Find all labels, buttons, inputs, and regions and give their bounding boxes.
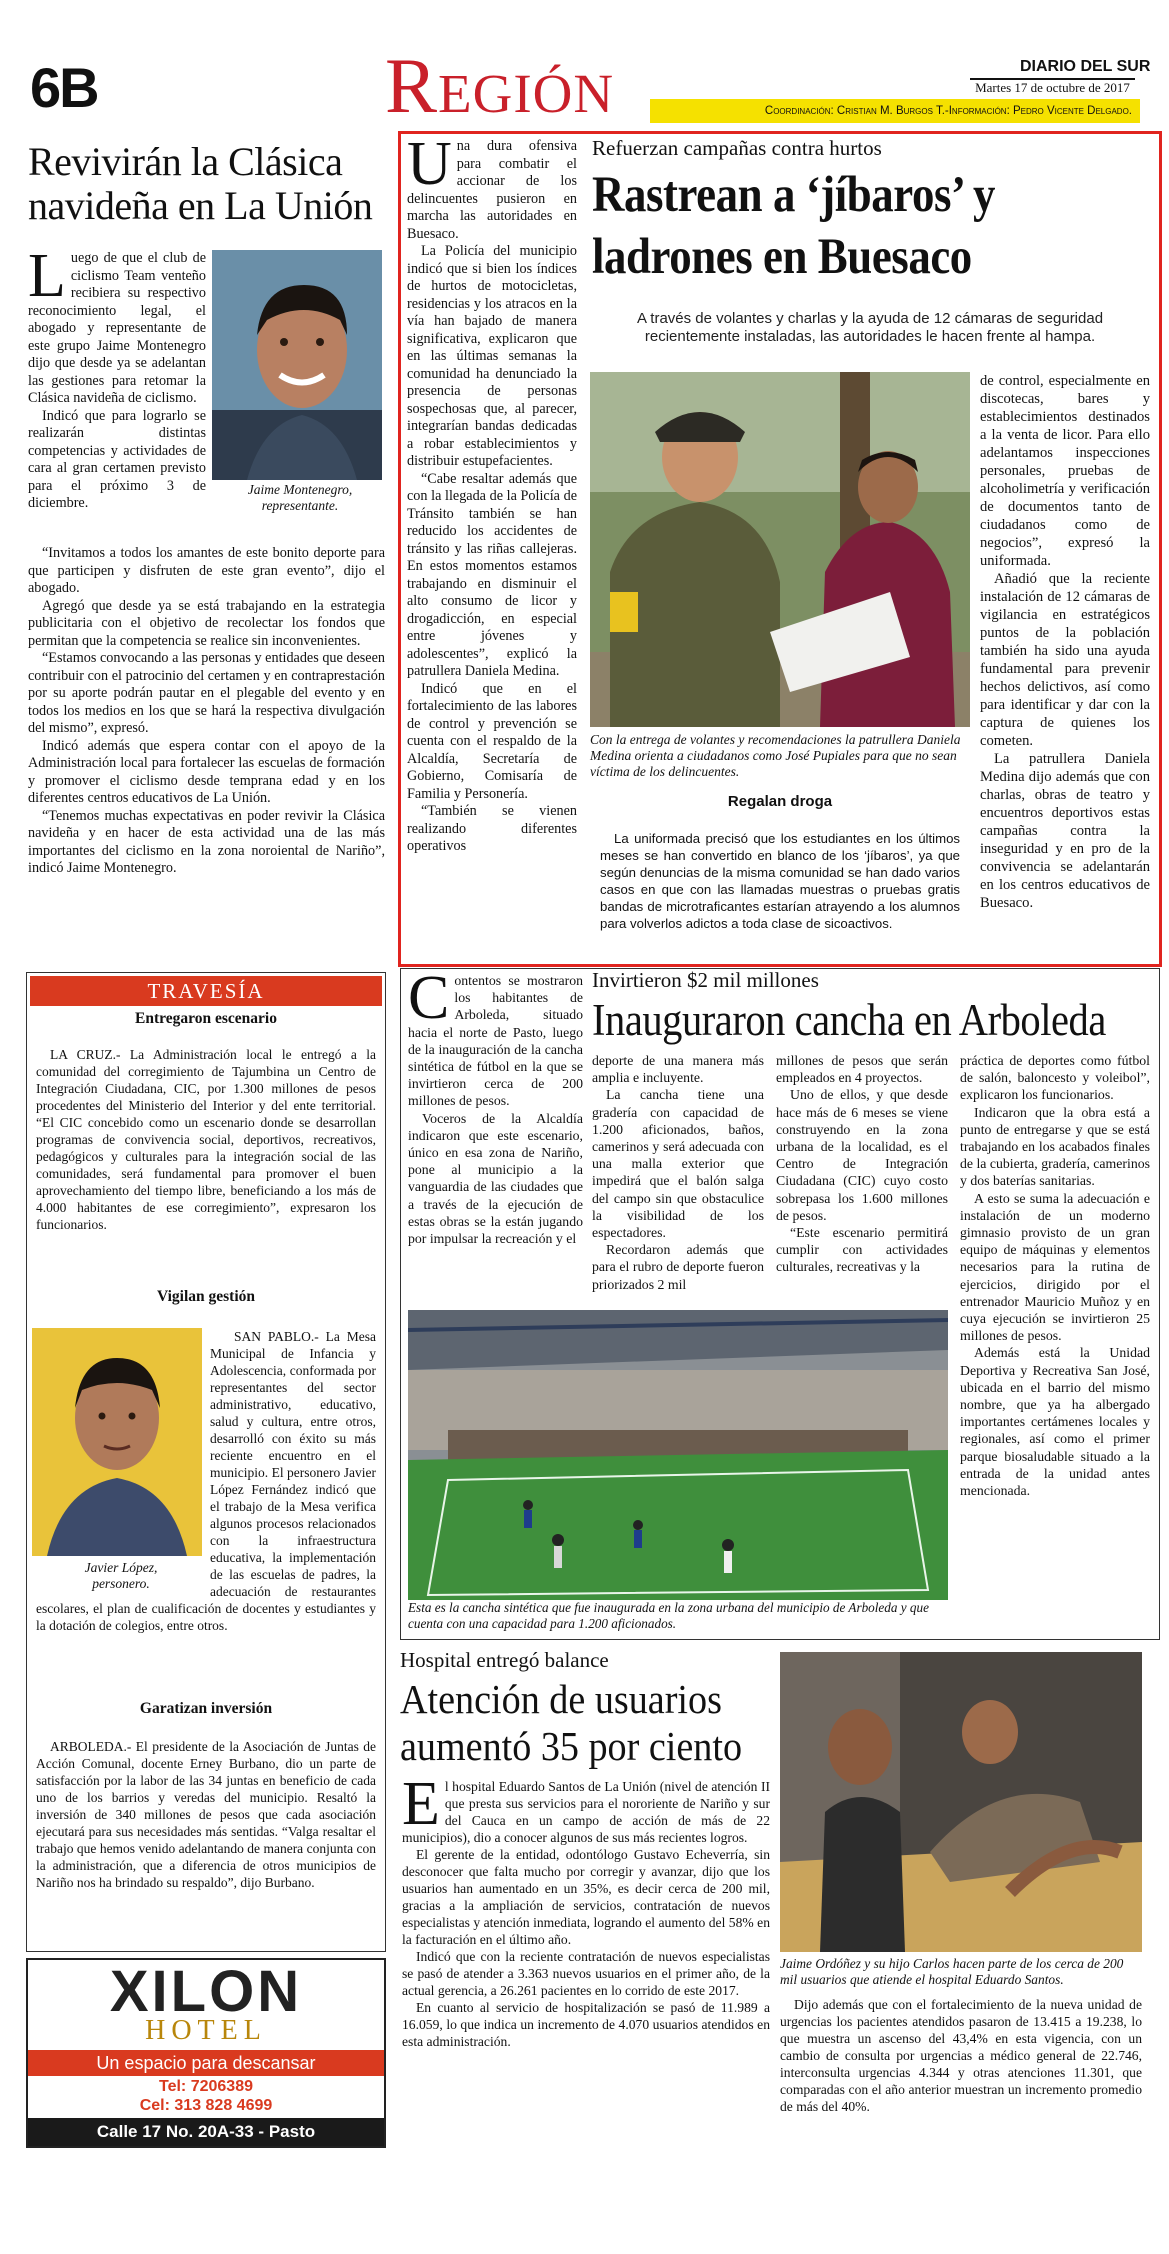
hospital-caption: Jaime Ordóñez y su hijo Carlos hacen parte de los cerca de 200 mil usuarios que atiende el hospital Eduardo Santos. — [780, 1956, 1124, 1987]
cancha-c4p3: A esto se suma la adecuación e instalación de un moderno gimnasio provisto de un gran equipo de máquinas y elementos necesarios para la rutina de ejercicios, dirigido por el entrenador Mauricio Muñoz y en cuya ejecución se invirtieron 25 millones de pesos. — [960, 1190, 1150, 1344]
police-image — [590, 372, 970, 727]
xilon-tagline: Un espacio para descansar — [96, 2053, 316, 2073]
xilon-address: Calle 17 No. 20A-33 - Pasto — [96, 2122, 316, 2141]
cancha-photo — [408, 1310, 948, 1600]
xilon-address-bar — [28, 2118, 384, 2146]
hospital-body-left — [402, 1770, 770, 2050]
jibaros-col1 — [407, 138, 577, 958]
montenegro-caption: Jaime Montenegro, representante. — [247, 482, 353, 513]
cancha-kicker: Invirtieron $2 mil millones — [592, 968, 819, 992]
xilon-hotel: HOTEL — [145, 2015, 267, 2046]
jibaros-headline: Rastrean a ‘jíbaros’ y ladrones en Buesaco — [592, 167, 995, 285]
jibaros-c1p1: La Policía del municipio indicó que si bien los índices de hurtos de motocicletas, residencias y los atracos en la vía han bajado de manera significativa, explicaron que en las últimas semanas la comunidad ha denunciado la presencia de personas sospechosas que, al parecer, integrarían bandas dedicadas a robar establecimientos y distribuir estupefacientes. — [407, 243, 577, 469]
cancha-col3 — [776, 1052, 948, 1310]
cancha-dropcap: C — [408, 972, 450, 1032]
hospital-kicker: Hospital entregó balance — [400, 1648, 609, 1672]
hospital-body-right — [780, 1996, 1142, 2115]
travesia-s3-title: Garatizan inversión — [139, 1700, 273, 1717]
cancha-c4: práctica de deportes como fútbol de salón, baloncesto y voleibol”, explicaron los funcionarios. — [960, 1053, 1150, 1103]
box-text — [600, 830, 960, 932]
box-title: Regalan droga — [727, 793, 833, 810]
montenegro-photo — [212, 250, 382, 480]
cancha-c2p2: La cancha tiene una gradería con capacidad de 1.200 aficionados, baños, camerinos y será adecuada con una malla exterior que impedirá que el balón salga del campo sin que obstaculice la visibilidad de los espectadores. — [592, 1087, 764, 1241]
cancha-col1 — [408, 972, 583, 1310]
travesia-s1-body — [36, 1046, 376, 1233]
cancha-c4p2: Indicaron que la obra está a punto de entregarse y que se está trabajando en los acabados finales de la cubierta, gradería, camerinos y dos baterías sanitarias. — [960, 1104, 1150, 1189]
credits-text: Coordinación: Cristian M. Burgos T.-Información: Pedro Vicente Delgado. — [764, 105, 1132, 117]
travesia-s3-text: ARBOLEDA.- El presidente de la Asociación de Juntas de Acción Comunal, docente Erney Burbano, dio un parte de satisfacción por la labor de las 34 juntas en beneficio de cada uno de los barrios y veredas del municipio. Resaltó la inversión de 340 millones de pesos que cada asociación ejecutará para sus necesidades más sentidas. “Valga resaltar el trabajo que hemos venido adelantando de manera conjunta con la administración, que a diferencia de otros municipios de Nariño nos ha brindado su respaldo”, dijo Burbano. — [36, 1739, 376, 1890]
travesia-s1-title: Entregaron escenario — [135, 1010, 277, 1027]
jibaros-c1p2: “Cabe resaltar además que con la llegada de la Policía de Tránsito también se han reducido los accidentes de tránsito y las riñas callejeras. En estos momentos estamos trabajando en disminuir el alto consumo de licor y drogadicción, en especial entre jóvenes y adolescentes”, explicó la patrullera Daniela Medina. — [407, 470, 577, 679]
travesia-banner — [30, 976, 382, 1006]
hospital-lead: l hospital Eduardo Santos de La Unión (nivel de atención II que presta sus servicios para el nororiente de Nariño y sur del Cauca en un campo de acción de más de 22 municipios), dio a conocer algunos de sus más recientes logros. — [402, 1779, 770, 1845]
union-p5: Indicó además que espera contar con el apoyo de la Administración local para fortalecer las escuelas de formación y promover el ciclismo desde temprana edad y en los diferentes centros educativos de La Unión. — [28, 737, 385, 806]
cancha-image — [408, 1310, 948, 1600]
cancha-c1p2: Voceros de la Alcaldía indicaron que este escenario, único en esa zona de Nariño, pone al municipio a la vanguardia de las ciudades que a través de la ejecución de estas obras se la están jugando por impulsar la recreación y el — [408, 1110, 583, 1247]
hospital-p3: En cuanto al servicio de hospitalización se pasó de 11.989 a 16.059, lo que indica un incremento de 4.070 usuarios atendidos en esta administración. — [402, 2000, 770, 2049]
jibaros-c1p3: Indicó que en el fortalecimiento de las labores de control y prevención se cuenta con el respaldo de la Alcaldía, Secretaría de Gobierno, Comisaría de Familia y Personería. — [407, 680, 577, 802]
union-headline: Revivirán la Clásica navideña en La Unión — [28, 139, 373, 228]
cancha-col2 — [592, 1052, 764, 1310]
xilon-tagline-bar — [28, 2050, 384, 2076]
xilon-name: XILON — [109, 1959, 303, 2024]
hospital-p2: Indicó que con la reciente contratación de nuevos especialistas se pasó de atender a 3.363 nuevos usuarios en el primer año, de la actual gerencia, a 26.261 pacientes en lo corrido de este 2017. — [402, 1949, 770, 1998]
union-p4: “Estamos convocando a las personas y entidades que deseen contribuir con el patrocinio del certamen y en contraprestación por su aporte podrán pautar en el plegable del evento y en todos los medios en los que se hará la respectiva divulgación del mismo”, expresó. — [28, 650, 385, 736]
cancha-c3: millones de pesos que serán empleados en 4 proyectos. — [776, 1053, 948, 1086]
cancha-c2: deporte de una manera más amplia e incluyente. — [592, 1053, 764, 1086]
jibaros-kicker: Refuerzan campañas contra hurtos — [592, 136, 882, 160]
jibaros-subtitle: A través de volantes y charlas y la ayuda de 12 cámaras de seguridad recientemente instaladas, las autoridades le hacen frente al hampa. — [636, 310, 1104, 345]
police-caption: Con la entrega de volantes y recomendaciones la patrullera Daniela Medina orienta a ciudadanos como José Pupiales para que no sean víctima de los delincuentes. — [590, 732, 961, 779]
union-p3: Agregó que desde ya se está trabajando en la estrategia publicitaria con el objetivo de recolectar los fondos que permitan que la competencia se realice sin inconvenientes. — [28, 597, 385, 649]
newspaper-name: DIARIO DEL SUR — [1020, 58, 1151, 75]
travesia-s2-body — [36, 1328, 376, 1634]
cancha-caption: Esta es la cancha sintética que fue inaugurada en la zona urbana del municipio de Arboleda y que cuenta con una capacidad para 1.200 aficionados. — [408, 1600, 929, 1631]
cancha-col4 — [960, 1052, 1150, 1499]
portrait-image — [212, 250, 382, 480]
police-photo — [590, 372, 970, 727]
cancha-c3p2: Uno de ellos, y que desde hace más de 6 meses se viene construyendo en la zona urbana de la localidad, es el Centro de Integración Ciudadana (CIC) cuyo costo sobrepasa los 1.600 millones de pesos. — [776, 1087, 948, 1223]
lopez-caption: Javier López, personero. — [84, 1560, 158, 1591]
xilon-cel[interactable]: Cel: 313 828 4699 — [139, 2097, 273, 2114]
union-dropcap: L — [28, 242, 66, 310]
union-p6: “Tenemos muchas expectativas en poder revivir la Clásica navideña y en hacer de esta actividad una de las más importantes del ciclismo en la zona noroiental de Nariño”, indicó Jaime Montenegro. — [28, 807, 385, 876]
union-body-top — [28, 242, 206, 513]
travesia-s2-title: Vigilan gestión — [156, 1288, 256, 1305]
jibaros-dropcap: U — [407, 138, 452, 198]
jibaros-c3p2: La patrullera Daniela Medina dijo además que con charlas, obras de teatro y encuentros deportivos estas campañas contra la inseguridad y en pro de la convivencia se adelantarán en los centros educativos de Buesaco. — [980, 751, 1150, 911]
jibaros-lead: na dura ofensiva para combatir el accionar de los delincuentes pusieron en marcha las autoridades en Buesaco. — [407, 138, 577, 242]
issue-date: Martes 17 de octubre de 2017 — [975, 80, 1130, 95]
float-spacer — [36, 1328, 210, 1593]
union-p2: “Invitamos a todos los amantes de este bonito deporte para que participen y disfruten de este gran evento”, dijo el abogado. — [28, 545, 385, 596]
xilon-tel[interactable]: Tel: 7206389 — [159, 2078, 253, 2095]
hospital-photo — [780, 1652, 1142, 1952]
hospital-image — [780, 1652, 1142, 1952]
union-body-bottom — [28, 545, 385, 878]
jibaros-col3 — [980, 372, 1150, 912]
hospital-dropcap: E — [402, 1770, 440, 1838]
hospital-p4: Dijo además que con el fortalecimiento de la nueva unidad de urgencias los pacientes atendidos pasaron de 13.415 a 19.238, lo que muestra un ascenso del 43,4% en esta vigencia, con un cambio de consulta por urgencias a médico general de 22.746, interconsulta urgencias 4.344 y otras atenciones 11.301, que comparadas con el año anterior muestran un incremento promedio de más del 40%. — [780, 1997, 1142, 2114]
travesia-s2-text: SAN PABLO.- La Mesa Municipal de Infancia y Adolescencia, conformada por representantes del sector administrativo, educativo, salud y cultura, entre otros, desarrolló con éxito su más reciente encuentro en el municipio. El personero Javier López Fernández indicó que el trabajo de la Mesa verifica algunos procesos relacionados con la infraestructura educativa, la implementación de las escuelas de padres, la adecuación de restaurantes escolares, el plan de cualificación de docentes y estudiantes y la dotación de colegios, entre otros. — [36, 1329, 376, 1633]
jibaros-c3p0: de control, especialmente en discotecas, bares y establecimientos destinados a la venta de licor. Para ello adelantamos inspecciones personales, pruebas de alcoholimetría y verificación de documentos tanto de ciudadanos como de negocios”, expresó la uniformada. — [980, 373, 1150, 569]
union-lead: uego de que el club de ciclismo Team venteño recibiera su respectivo reconocimiento legal, el abogado y representante de este grupo Jaime Montenegro dijo que desde ya se adelantan las gestiones para retomar la Clásica navideña de ciclismo. — [28, 250, 206, 406]
travesia-s1-text: LA CRUZ.- La Administración local le entregó a la comunidad del corregimiento de Tajumbina un Centro de Integración Ciudadana, CIC, por 1.300 millones de pesos procedentes del Ministerio del Interior y del ente territorial. “El CIC concebido como un escenario donde se desarrollan programas de convivencia social, deportivos, recreativos, pedagógicos y culturales para la integración social de las comunidades, será fundamental para promover el buen aprovechamiento del tiempo libre, beneficiando a los más de 4.000 habitantes de ese corregimiento”, expresaron los funcionarios. — [36, 1047, 376, 1232]
box-paragraph: La uniformada precisó que los estudiantes en los últimos meses se han convertido en blanco de los ‘jíbaros’, ya que según denuncias de la misma comunidad se han dado varios casos en que con las llamadas muestras o pruebas gratis bandas de microtraficantes estarían atrayendo a los alumnos para volverlos adictos a toda clase de sicoactivos. — [600, 831, 960, 931]
hospital-p1: El gerente de la entidad, odontólogo Gustavo Echeverría, sin desconocer que falta mucho por corregir y avanzar, dijo que los usuarios han aumentado en un 35%, es decir cerca de 200 mil, gracias a la ampliación de servicios, contratación de nuevos especialistas y atención inmediata, logrando el aumento del 58% en la facturación en el último año. — [402, 1847, 770, 1947]
cancha-c3p3: “Este escenario permitirá cumplir con actividades culturales, recreativas y la — [776, 1225, 948, 1275]
page-number: 6B — [30, 56, 98, 119]
cancha-c4p4: Además está la Unidad Deportiva y Recreativa San José, ubicada en el barrio del mismo nombre, que ya ha albergado importantes certámenes locales y regionales, así como el primer parque biosaludable situado a la entrada de la unidad antes mencionada. — [960, 1345, 1150, 1499]
cancha-c2p3: Recordaron además que para el rubro de deporte fueron priorizados 2 mil — [592, 1242, 764, 1292]
section-title: Región — [385, 42, 615, 129]
jibaros-c3p1: Añadió que la reciente instalación de 12 cámaras de vigilancia en estratégicos puntos de la población también ha sido una ayuda fundamental para prevenir hechos delictivos, así como para identificar y dar con la captura de quienes los cometen. — [980, 571, 1150, 749]
travesia-banner-text: TRAVESÍA — [147, 979, 265, 1003]
cancha-headline: Inauguraron cancha en Arboleda — [592, 995, 1106, 1045]
cancha-c1: ontentos se mostraron los habitantes de Arboleda, situado hacia el norte de Pasto, luego de la inauguración de la cancha sintética de fútbol en la que se invirtieron cerca de 200 millones de pesos. — [408, 973, 583, 1109]
credits-bar — [650, 99, 1140, 123]
union-p1: Indicó que para lograrlo se realizarán distintas competencias y actividades de cara al gran certamen previsto para el próximo 3 de diciembre. — [28, 407, 206, 511]
hospital-headline: Atención de usuarios aumentó 35 por ciento — [400, 1676, 743, 1769]
jibaros-c1p4: “También se vienen realizando diferentes operativos — [407, 803, 577, 854]
travesia-s3-body — [36, 1738, 376, 1891]
